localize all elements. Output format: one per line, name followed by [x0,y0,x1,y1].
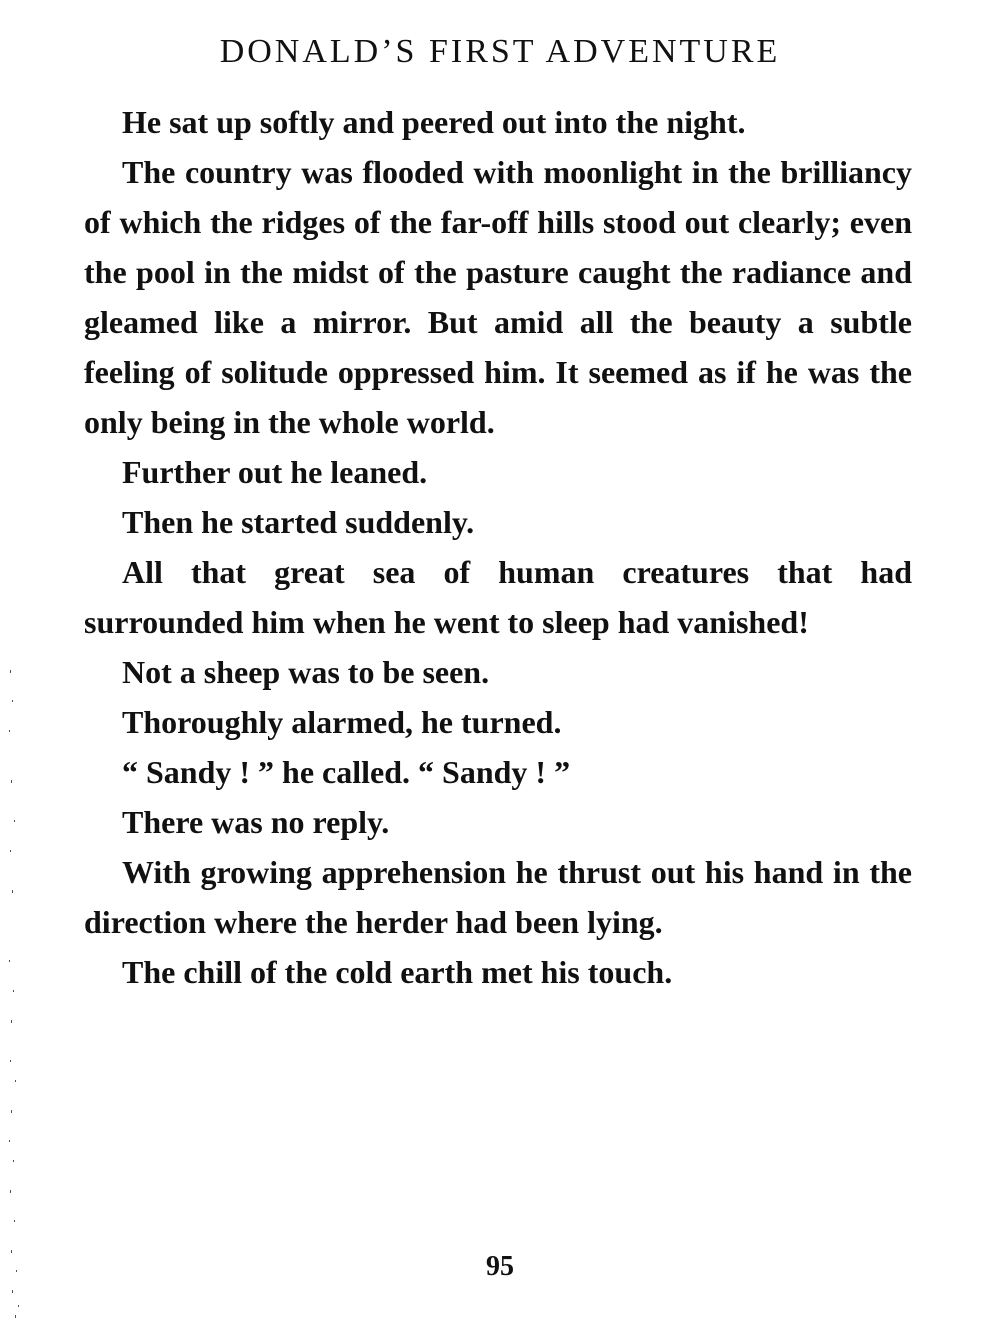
paragraph: Thoroughly alarmed, he turned. [122,704,562,740]
paragraph: There was no reply. [122,804,390,840]
paragraph: The chill of the cold earth met his touch. [122,954,673,990]
paragraph: With growing apprehension he thrust out his hand in the direction where the herder had been lying. [84,854,912,940]
paragraph: “ Sandy ! ” he called. “ Sandy ! ” [122,754,571,790]
paragraph: He sat up softly and peered out into the night. [122,104,746,140]
paragraph: Then he started suddenly. [122,504,475,540]
paragraph: Not a sheep was to be seen. [122,654,490,690]
paragraph: Further out he leaned. [122,454,428,490]
running-head: DONALD’S FIRST ADVENTURE [219,33,781,70]
paragraph: The country was flooded with moonlight in the brilliancy of which the ridges of the far-off hills stood out clearly; even the pool in the midst of the pasture caught the radiance and gleamed like a mirror. But amid all the beauty a subtle feeling of solitude oppressed him. It seemed as if he was the only being in the whole world. [84,154,912,440]
paragraph: All that great sea of human creatures that had surrounded him when he went to sleep had vanished! [84,554,912,640]
body-text [84,97,912,997]
gutter-speckle-decoration [6,660,36,1329]
page-number: 95 [486,1251,514,1282]
